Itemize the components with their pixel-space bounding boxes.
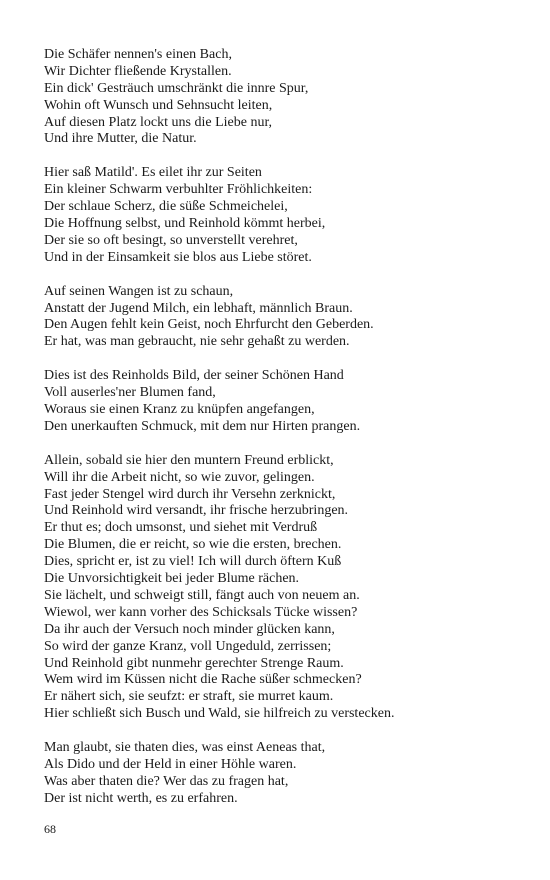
verse-line: Und in der Einsamkeit sie blos aus Liebe störet. (44, 249, 312, 265)
verse-line: Der ist nicht werth, es zu erfahren. (44, 790, 238, 806)
verse-line: Als Dido und der Held in einer Höhle waren. (44, 756, 297, 772)
verse-line: Man glaubt, sie thaten dies, was einst Aeneas that, (44, 740, 326, 756)
verse-line: Dies, spricht er, ist zu viel! Ich will durch öftern Kuß (44, 554, 342, 570)
verse-line: Was aber thaten die? Wer das zu fragen hat, (44, 773, 289, 789)
verse-line: Ein kleiner Schwarm verbuhlter Fröhlichkeiten: (44, 182, 313, 198)
stanza (44, 740, 524, 808)
verse-line: Der sie so oft besingt, so unverstellt verehret, (44, 232, 298, 248)
verse-line: Allein, sobald sie hier den muntern Freund erblickt, (44, 452, 334, 468)
verse-line: Die Hoffnung selbst, und Reinhold kömmt herbei, (44, 216, 326, 232)
verse-line: Er nähert sich, sie seufzt: er straft, sie murret kaum. (44, 689, 334, 705)
verse-line: Ein dick' Gesträuch umschränkt die innre Spur, (44, 80, 309, 96)
verse-line: Die Unvorsichtigkeit bei jeder Blume rächen. (44, 571, 300, 587)
verse-line: Sie lächelt, und schweigt still, fängt auch von neuem an. (44, 587, 360, 603)
verse-line: Dies ist des Reinholds Bild, der seiner Schönen Hand (44, 368, 344, 384)
verse-line: Und ihre Mutter, die Natur. (44, 131, 197, 147)
verse-line: Auf diesen Platz lockt uns die Liebe nur, (44, 114, 273, 130)
verse-line: Der schlaue Scherz, die süße Schmeichelei, (44, 199, 288, 215)
verse-line: Voll auserles'ner Blumen fand, (44, 385, 216, 401)
verse-line: Will ihr die Arbeit nicht, so wie zuvor, gelingen. (44, 469, 315, 485)
verse-line: Wiewol, wer kann vorher des Schicksals Tücke wissen? (44, 604, 358, 620)
verse-line: Hier saß Matild'. Es eilet ihr zur Seiten (44, 165, 262, 181)
verse-line: Er hat, was man gebraucht, nie sehr gehaßt zu werden. (44, 334, 350, 350)
verse-line: Wem wird im Küssen nicht die Rache süßer schmecken? (44, 672, 362, 688)
verse-line: Wohin oft Wunsch und Sehnsucht leiten, (44, 97, 273, 113)
stanza (44, 165, 524, 266)
stanza (44, 368, 524, 436)
verse-line: Anstatt der Jugend Milch, ein lebhaft, männlich Braun. (44, 300, 353, 316)
verse-line: Die Blumen, die er reicht, so wie die ersten, brechen. (44, 537, 342, 553)
stanza (44, 47, 524, 148)
verse-line: Da ihr auch der Versuch noch minder glücken kann, (44, 621, 335, 637)
verse-line: Er thut es; doch umsonst, und siehet mit Verdruß (44, 520, 318, 536)
page-number: 68 (44, 822, 56, 836)
verse-line: Fast jeder Stengel wird durch ihr Versehn zerknickt, (44, 486, 336, 502)
verse-line: Woraus sie einen Kranz zu knüpfen angefangen, (44, 402, 315, 418)
verse-line: Und Reinhold gibt nunmehr gerechter Strenge Raum. (44, 655, 344, 671)
verse-line: So wird der ganze Kranz, voll Ungeduld, zerrissen; (44, 638, 332, 654)
verse-line: Hier schließt sich Busch und Wald, sie hilfreich zu verstecken. (44, 706, 395, 722)
verse-line: Auf seinen Wangen ist zu schaun, (44, 283, 234, 299)
stanza (44, 453, 524, 723)
verse-line: Und Reinhold wird versandt, ihr frische herzubringen. (44, 503, 349, 519)
stanza (44, 284, 524, 352)
verse-line: Den Augen fehlt kein Geist, noch Ehrfurcht den Geberden. (44, 317, 374, 333)
verse-line: Wir Dichter fließende Krystallen. (44, 63, 232, 79)
verse-line: Den unerkauften Schmuck, mit dem nur Hirten prangen. (44, 418, 361, 434)
poem-text (44, 47, 524, 808)
verse-line: Die Schäfer nennen's einen Bach, (44, 47, 232, 62)
